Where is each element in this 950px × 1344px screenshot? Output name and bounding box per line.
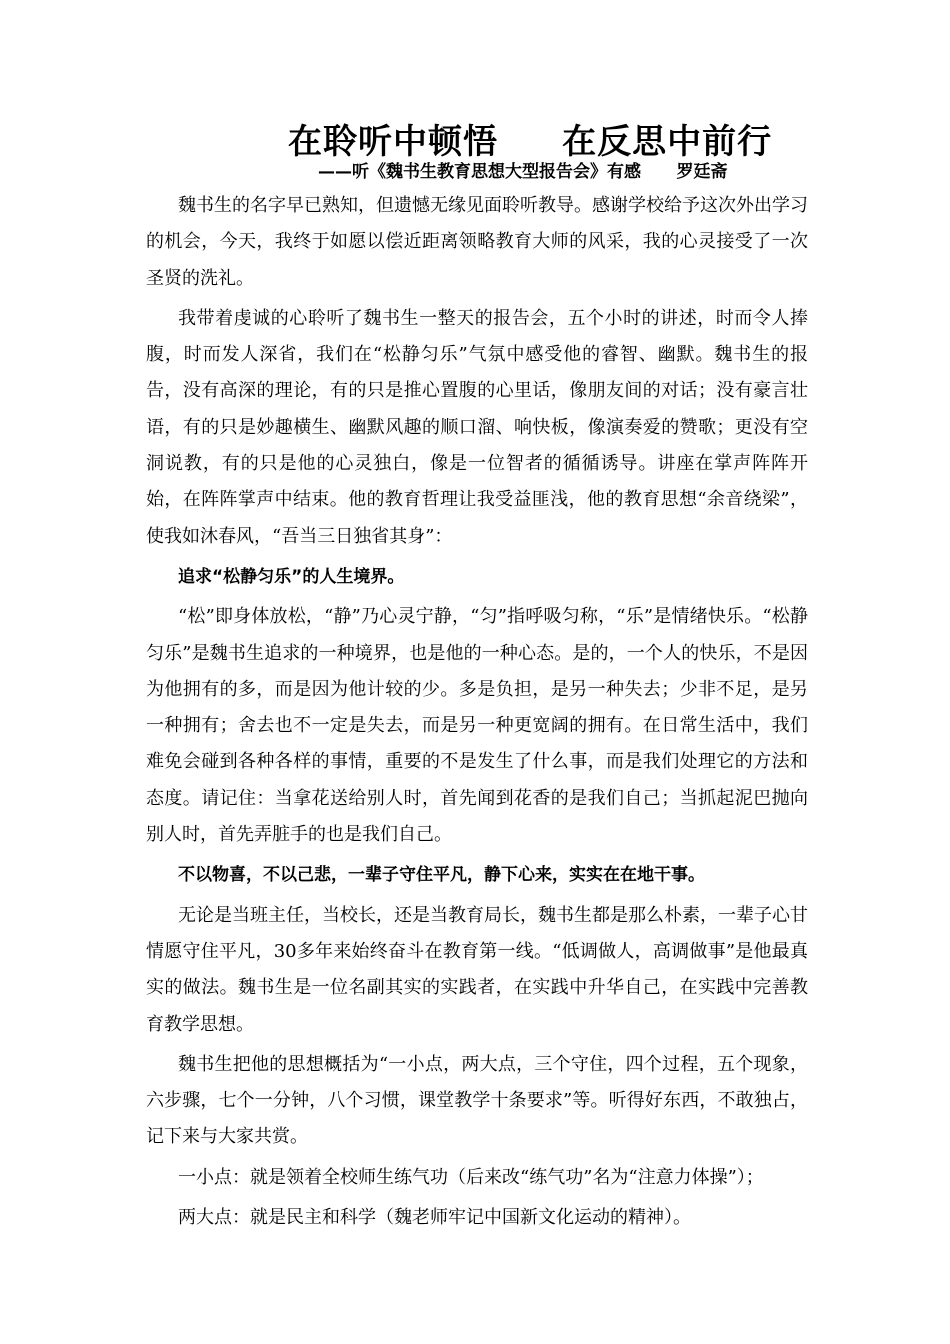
section-heading: 追求“松静匀乐”的人生境界。	[178, 566, 405, 587]
article-body	[146, 188, 808, 1240]
body-paragraph: 一小点：就是领着全校师生练气功（后来改“练气功”名为“注意力体操”）；	[178, 1166, 764, 1188]
page-title: 在聆听中顿悟 在反思中前行	[288, 122, 773, 162]
body-paragraph: 魏书生把他的思想概括为“一小点，两大点，三个守住，四个过程，五个现象，六步骤，七个一分钟，八个习惯，课堂教学十条要求”等。听得好东西，不敢独占，记下来与大家共赏。	[146, 1053, 808, 1148]
body-paragraph: “松”即身体放松，“静”乃心灵宁静，“匀”指呼吸匀称，“乐”是情绪快乐。“松静匀乐”是魏书生追求的一种境界，也是他的一种心态。是的，一个人的快乐，不是因为他拥有的多，而是因为他计较的少。多是负担，是另一种失去；少非不足，是另一种拥有；舍去也不一定是失去，而是另一种更宽阔的拥有。在日常生活中，我们难免会碰到各种各样的事情，重要的不是发生了什么事，而是我们处理它的方法和态度。请记住：当拿花送给别人时，首先闻到花香的是我们自己；当抓起泥巴抛向别人时，首先弄脏手的也是我们自己。	[146, 606, 808, 846]
body-paragraph: 两大点：就是民主和科学（魏老师牢记中国新文化运动的精神）。	[178, 1207, 691, 1229]
section-heading: 不以物喜，不以己悲，一辈子守住平凡，静下心来，实实在在地干事。	[178, 865, 705, 886]
body-paragraph: 无论是当班主任，当校长，还是当教育局长，魏书生都是那么朴素，一辈子心甘情愿守住平凡，30多年来始终奋斗在教育第一线。“低调做人，高调做事”是他最真实的做法。魏书生是一位名副其实的实践者，在实践中升华自己，在实践中完善教育教学思想。	[146, 904, 808, 1035]
body-paragraph: 我带着虔诚的心聆听了魏书生一整天的报告会，五个小时的讲述，时而令人捧腹，时而发人深省，我们在“松静匀乐”气氛中感受他的睿智、幽默。魏书生的报告，没有高深的理论，有的只是推心置腹的心里话，像朋友间的对话；没有豪言壮语，有的只是妙趣横生、幽默风趣的顺口溜、响快板，像演奏爱的赞歌；更没有空洞说教，有的只是他的心灵独白，像是一位智者的循循诱导。讲座在掌声阵阵开始，在阵阵掌声中结束。他的教育哲理让我受益匪浅，他的教育思想“余音绕梁”，使我如沐春风，“吾当三日独省其身”：	[146, 307, 808, 547]
body-paragraph: 魏书生的名字早已熟知，但遗憾无缘见面聆听教导。感谢学校给予这次外出学习的机会，今天，我终于如愿以偿近距离领略教育大师的风采，我的心灵接受了一次圣贤的洗礼。	[146, 195, 808, 289]
page-subtitle: ——听《魏书生教育思想大型报告会》有感 罗廷斋	[318, 162, 728, 182]
